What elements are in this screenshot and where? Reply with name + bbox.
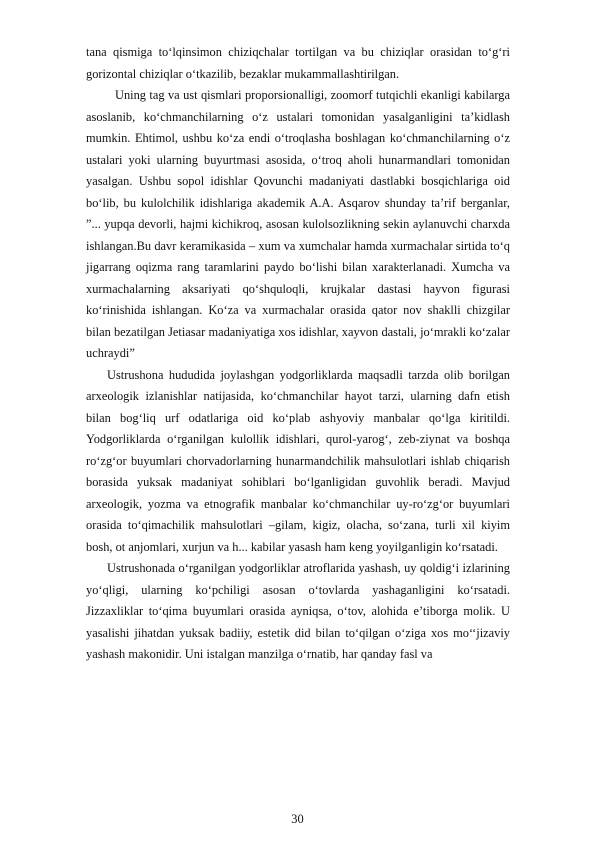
paragraph-nomad-dwellings: Ustrushonada o‘rganilgan yodgorliklar atroflarida yashash, uy qoldig‘i izlarining yo‘qligi, ularning ko‘pchiligi asosan o‘tovlarda yashaganligini ko‘rsatadi. Jizzaxliklar to‘qima buyumlari orasida ayniqsa, o‘tov, alohida e’tiborga molik. U yasalishi jihatdan yuksak badiiy, estetik did bilan to‘qilgan o‘ziga xos mo‘‘jizaviy yashash makonidir. Uni istalgan manzilga o‘rnatib, har qanday fasl va [86, 561, 510, 661]
paragraph-ustrushona-research: Ustrushona hududida joylashgan yodgorliklarda maqsadli tarzda olib borilgan arxeologik izlanishlar natijasida, ko‘chmanchilar hayot tarzi, ularning dafn etish bilan bog‘liq urf odatlariga oid ko‘plab ashyoviy manbalar qo‘lga kiritildi. Yodgorliklarda o‘rganilgan kulollik idishlari, qurol-yarog‘, zeb-ziynat va boshqa ro‘zg‘or buyumlari chorvadorlarning hunarmandchilik mahsulotlari ishlab chiqarish borasida yuksak madaniyat sohiblari bo‘lganligidan guvohlik beradi. Mavjud arxeologik, yozma va etnografik manbalar ko‘chmanchilar uy-ro‘zg‘or buyumlari orasida to‘qimachilik mahsulotlari –gilam, kigiz, olacha, so‘zana, turli xil kiyim bosh, ot anjomlari, xurjun va h... kabilar yasash ham keng yoyilganligin ko‘rsatadi. [86, 367, 510, 554]
paragraph-continuation: tana qismiga to‘lqinsimon chiziqchalar tortilgan va bu chiziqlar orasidan to‘g‘ri gorizontal chiziqlar o‘tkazilib, bezaklar mukammallashtirilgan. [86, 45, 510, 81]
document-body [86, 42, 510, 666]
paragraph-vessel-description: Uning tag va ust qismlari proporsionalligi, zoomorf tutqichli ekanligi kabilarga asoslanib, ko‘chmanchilarning o‘z ustalari tomonidan yasalganligini ta’kidlash mumkin. Ehtimol, ushbu ko‘za endi o‘troqlasha boshlagan ko‘chmanchilarning o‘z ustalari yoki ularning buyurtmasi asosida, o‘troq aholi hunarmandlari tomonidan yasalgan. Ushbu sopol idishlar Qovunchi madaniyati dastlabki bosqichlariga oid bo‘lib, bu kulolchilik idishlariga akademik A.A. Asqarov shunday ta’rif berganlar, ”... yupqa devorli, hajmi kichikroq, asosan kulolsozlikning sekin aylanuvchi charxda ishlangan.Bu davr keramikasida – xum va xumchalar hamda xurmachalar sirtida to‘q jigarrang oqizma rang taramlarini paydo bo‘lishi bilan xarakterlanadi. Xumcha va xurmachalarning aksariyati qo‘shquloqli, krujkalar dastasi hayvon figurasi ko‘rinishida ishlangan. Ko‘za va xurmachalar orasida qator nov shaklli chizgilar bilan bezatilgan Jetiasar madaniyatiga xos idishlar, xayvon dastali, jo‘mrakli ko‘zalar uchraydi” [86, 88, 510, 360]
page-number: 30 [291, 812, 304, 826]
